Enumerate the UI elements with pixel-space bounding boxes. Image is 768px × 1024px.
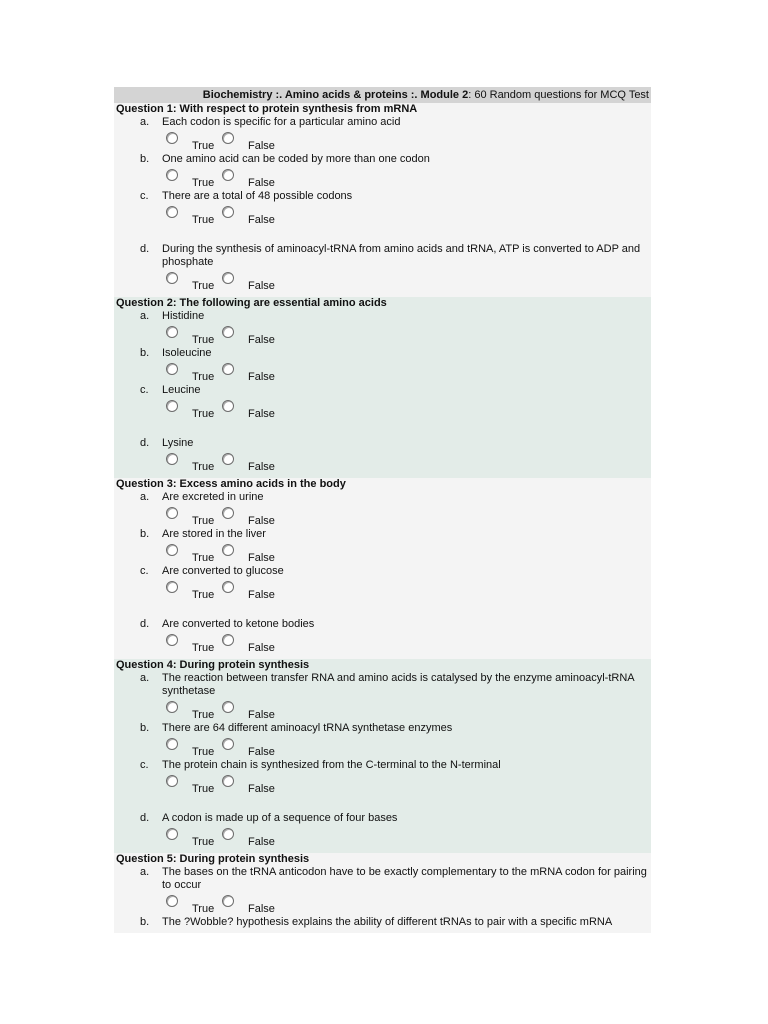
- spacer: [114, 227, 651, 243]
- true-label: True: [192, 746, 215, 758]
- true-radio[interactable]: [166, 828, 178, 840]
- option-text: One amino acid can be coded by more than one codon: [162, 153, 430, 165]
- true-radio[interactable]: [166, 895, 178, 907]
- true-radio[interactable]: [166, 169, 178, 181]
- false-label: False: [248, 836, 275, 848]
- question-5: [114, 853, 651, 933]
- option-c: [114, 565, 651, 602]
- answer-radios: [162, 892, 651, 916]
- option-letter: d.: [140, 618, 150, 630]
- option-text: During the synthesis of aminoacyl-tRNA from amino acids and tRNA, ATP is converted to ADP and phosphate: [162, 243, 641, 268]
- false-radio[interactable]: [222, 326, 234, 338]
- false-label: False: [248, 515, 275, 527]
- answer-radios: [162, 166, 651, 190]
- true-label: True: [192, 461, 215, 473]
- false-radio[interactable]: [222, 895, 234, 907]
- option-d: [114, 437, 651, 474]
- answer-radios: [162, 541, 651, 565]
- option-a: [114, 491, 651, 528]
- true-radio[interactable]: [166, 272, 178, 284]
- true-label: True: [192, 552, 215, 564]
- option-letter: c.: [140, 759, 149, 771]
- page-header: [114, 87, 651, 103]
- spacer: [114, 796, 651, 812]
- answer-radios: [162, 698, 651, 722]
- true-radio[interactable]: [166, 701, 178, 713]
- option-letter: a.: [140, 491, 150, 503]
- true-label: True: [192, 642, 215, 654]
- true-radio[interactable]: [166, 738, 178, 750]
- answer-radios: [162, 504, 651, 528]
- false-label: False: [248, 371, 275, 383]
- true-radio[interactable]: [166, 453, 178, 465]
- true-label: True: [192, 334, 215, 346]
- option-c: [114, 190, 651, 227]
- true-radio[interactable]: [166, 775, 178, 787]
- option-text: The bases on the tRNA anticodon have to be exactly complementary to the mRNA codon for pairing to occur: [162, 866, 647, 891]
- false-radio[interactable]: [222, 206, 234, 218]
- question-title: Question 5: During protein synthesis: [116, 853, 310, 865]
- true-radio[interactable]: [166, 132, 178, 144]
- option-letter: c.: [140, 190, 149, 202]
- option-a: [114, 116, 651, 153]
- false-radio[interactable]: [222, 544, 234, 556]
- answer-radios: [162, 269, 651, 293]
- option-letter: a.: [140, 672, 150, 684]
- spacer: [114, 421, 651, 437]
- option-d: [114, 812, 651, 849]
- option-text: There are a total of 48 possible codons: [162, 190, 353, 202]
- question-title: Question 3: Excess amino acids in the body: [116, 478, 346, 490]
- option-letter: b.: [140, 916, 150, 928]
- question-3: [114, 478, 651, 659]
- false-radio[interactable]: [222, 169, 234, 181]
- false-radio[interactable]: [222, 634, 234, 646]
- false-label: False: [248, 552, 275, 564]
- option-text: Are converted to ketone bodies: [162, 618, 315, 630]
- true-label: True: [192, 371, 215, 383]
- option-letter: a.: [140, 116, 150, 128]
- true-label: True: [192, 177, 215, 189]
- option-text: Isoleucine: [162, 347, 212, 359]
- option-letter: a.: [140, 310, 150, 322]
- false-radio[interactable]: [222, 132, 234, 144]
- true-radio[interactable]: [166, 326, 178, 338]
- option-text: There are 64 different aminoacyl tRNA synthetase enzymes: [162, 722, 453, 734]
- option-text: Each codon is specific for a particular amino acid: [162, 116, 401, 128]
- answer-radios: [162, 203, 651, 227]
- answer-radios: [162, 323, 651, 347]
- false-label: False: [248, 334, 275, 346]
- true-radio[interactable]: [166, 544, 178, 556]
- true-label: True: [192, 140, 215, 152]
- option-a: [114, 866, 651, 916]
- answer-radios: [162, 450, 651, 474]
- option-text: Lysine: [162, 437, 194, 449]
- question-2: [114, 297, 651, 478]
- true-label: True: [192, 280, 215, 292]
- false-label: False: [248, 177, 275, 189]
- option-text: The protein chain is synthesized from the C-terminal to the N-terminal: [162, 759, 501, 771]
- option-text: The ?Wobble? hypothesis explains the ability of different tRNAs to pair with a specific mRNA: [162, 916, 613, 928]
- false-label: False: [248, 408, 275, 420]
- true-radio[interactable]: [166, 507, 178, 519]
- true-radio[interactable]: [166, 400, 178, 412]
- answer-radios: [162, 129, 651, 153]
- option-b: [114, 153, 651, 190]
- true-label: True: [192, 836, 215, 848]
- question-title: Question 1: With respect to protein synthesis from mRNA: [116, 103, 418, 115]
- question-title: Question 2: The following are essential amino acids: [116, 297, 387, 309]
- true-label: True: [192, 709, 215, 721]
- answer-radios: [162, 360, 651, 384]
- false-label: False: [248, 709, 275, 721]
- answer-radios: [162, 397, 651, 421]
- answer-radios: [162, 825, 651, 849]
- option-text: Are converted to glucose: [162, 565, 284, 577]
- false-radio[interactable]: [222, 738, 234, 750]
- option-a: [114, 672, 651, 722]
- true-radio[interactable]: [166, 363, 178, 375]
- question-1: [114, 103, 651, 297]
- true-label: True: [192, 408, 215, 420]
- option-b: [114, 916, 651, 929]
- false-radio[interactable]: [222, 828, 234, 840]
- false-label: False: [248, 903, 275, 915]
- false-label: False: [248, 461, 275, 473]
- option-text: Are stored in the liver: [162, 528, 266, 540]
- option-letter: c.: [140, 565, 149, 577]
- false-label: False: [248, 214, 275, 226]
- option-letter: d.: [140, 437, 150, 449]
- option-letter: d.: [140, 812, 150, 824]
- true-label: True: [192, 589, 215, 601]
- option-text: Histidine: [162, 310, 205, 322]
- false-radio[interactable]: [222, 453, 234, 465]
- true-radio[interactable]: [166, 581, 178, 593]
- false-label: False: [248, 746, 275, 758]
- option-letter: c.: [140, 384, 149, 396]
- header-title: Biochemistry :. Amino acids & proteins :. Module 2: [202, 89, 469, 101]
- option-a: [114, 310, 651, 347]
- option-d: [114, 618, 651, 655]
- answer-radios: [162, 772, 651, 796]
- option-letter: b.: [140, 347, 150, 359]
- option-b: [114, 528, 651, 565]
- option-text: A codon is made up of a sequence of four bases: [162, 812, 398, 824]
- false-radio[interactable]: [222, 400, 234, 412]
- false-label: False: [248, 140, 275, 152]
- option-text: The reaction between transfer RNA and amino acids is catalysed by the enzyme aminoacyl-tRNA synthetase: [162, 672, 635, 697]
- answer-radios: [162, 578, 651, 602]
- option-text: Are excreted in urine: [162, 491, 264, 503]
- option-b: [114, 347, 651, 384]
- answer-radios: [162, 735, 651, 759]
- option-d: [114, 243, 651, 293]
- option-letter: b.: [140, 722, 150, 734]
- option-letter: b.: [140, 153, 150, 165]
- false-radio[interactable]: [222, 507, 234, 519]
- false-radio[interactable]: [222, 363, 234, 375]
- false-label: False: [248, 589, 275, 601]
- false-label: False: [248, 280, 275, 292]
- question-title: Question 4: During protein synthesis: [116, 659, 310, 671]
- option-b: [114, 722, 651, 759]
- true-radio[interactable]: [166, 634, 178, 646]
- quiz-page: [114, 87, 651, 933]
- false-radio[interactable]: [222, 581, 234, 593]
- false-label: False: [248, 783, 275, 795]
- answer-radios: [162, 631, 651, 655]
- true-label: True: [192, 515, 215, 527]
- question-4: [114, 659, 651, 853]
- header-subtitle: : 60 Random questions for MCQ Test: [468, 89, 649, 101]
- spacer: [114, 602, 651, 618]
- true-label: True: [192, 783, 215, 795]
- option-text: Leucine: [162, 384, 201, 396]
- option-letter: b.: [140, 528, 150, 540]
- true-label: True: [192, 214, 215, 226]
- true-radio[interactable]: [166, 206, 178, 218]
- option-letter: a.: [140, 866, 150, 878]
- false-radio[interactable]: [222, 701, 234, 713]
- option-c: [114, 384, 651, 421]
- false-label: False: [248, 642, 275, 654]
- true-label: True: [192, 903, 215, 915]
- false-radio[interactable]: [222, 272, 234, 284]
- option-letter: d.: [140, 243, 150, 255]
- option-c: [114, 759, 651, 796]
- false-radio[interactable]: [222, 775, 234, 787]
